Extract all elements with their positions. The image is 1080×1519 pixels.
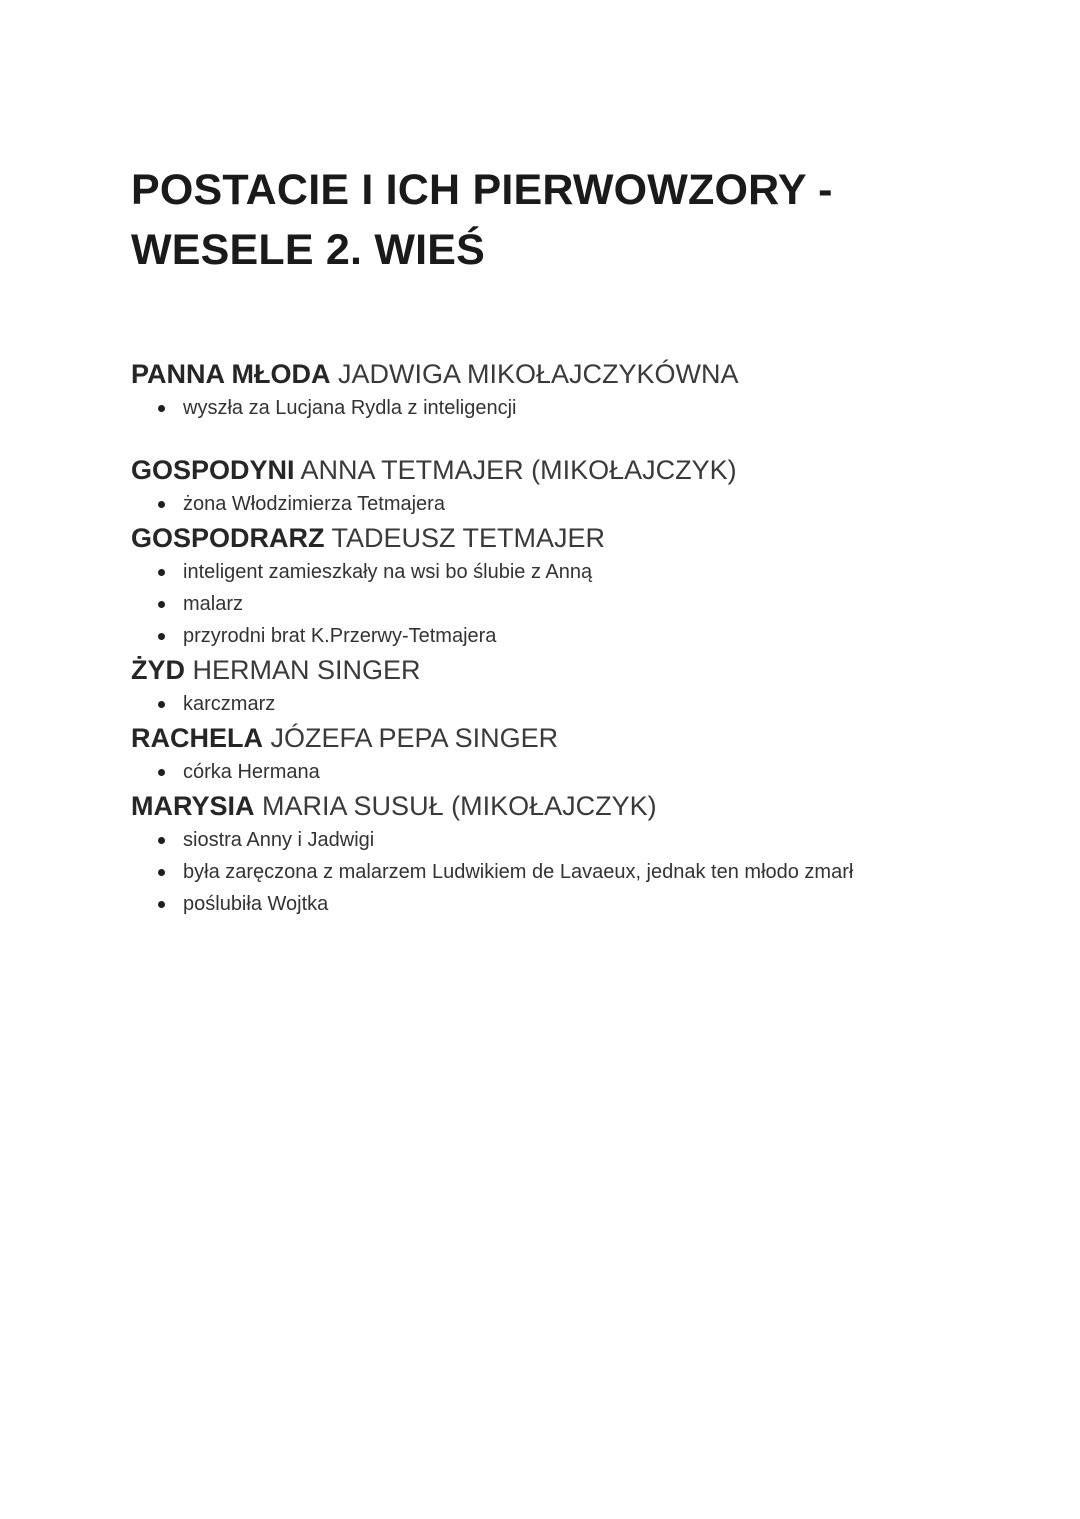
character-notes: [131, 392, 1011, 424]
bullet-icon: [158, 769, 165, 776]
character-role: PANNA MŁODA: [131, 359, 331, 389]
list-item: [131, 556, 1011, 588]
list-item: [131, 392, 1011, 424]
character-notes: [131, 756, 1011, 788]
character-heading: [131, 452, 1011, 488]
bullet-icon: [158, 901, 165, 908]
character-entry: [131, 520, 1011, 652]
character-prototype: ANNA TETMAJER (MIKOŁAJCZYK): [300, 455, 737, 485]
list-item: [131, 688, 1011, 720]
character-role: GOSPODYNI: [131, 455, 295, 485]
character-entry: [131, 356, 1011, 424]
character-entry: [131, 652, 1011, 720]
bullet-icon: [158, 569, 165, 576]
bullet-icon: [158, 501, 165, 508]
character-heading: [131, 720, 1011, 756]
bullet-icon: [158, 601, 165, 608]
character-role: MARYSIA: [131, 791, 255, 821]
bullet-icon: [158, 405, 165, 412]
character-entry: [131, 452, 1011, 520]
note-text: wyszła za Lucjana Rydla z inteligencji: [183, 397, 517, 419]
list-item: [131, 488, 1011, 520]
page-title-line-1: POSTACIE I ICH PIERWOWZORY -: [131, 166, 833, 214]
note-text: malarz: [183, 593, 244, 615]
note-text: poślubiła Wojtka: [183, 893, 329, 915]
character-heading: [131, 652, 1011, 688]
character-prototype: JADWIGA MIKOŁAJCZYKÓWNA: [338, 359, 739, 389]
note-text: córka Hermana: [183, 761, 320, 783]
character-role: GOSPODRARZ: [131, 523, 325, 553]
note-text: inteligent zamieszkały na wsi bo ślubie z Anną: [183, 561, 593, 583]
list-item: [131, 888, 1011, 920]
page-title-line-2: WESELE 2. WIEŚ: [131, 226, 486, 274]
character-prototype: JÓZEFA PEPA SINGER: [270, 723, 559, 753]
list-item: [131, 756, 1011, 788]
note-text: karczmarz: [183, 693, 276, 715]
bullet-icon: [158, 633, 165, 640]
character-role: ŻYD: [131, 655, 185, 685]
list-item: [131, 824, 1011, 856]
character-prototype: HERMAN SINGER: [192, 655, 421, 685]
character-notes: [131, 824, 1011, 920]
list-item: [131, 620, 1011, 652]
character-heading: [131, 520, 1011, 556]
character-entry: [131, 720, 1011, 788]
character-entry: [131, 788, 1011, 920]
character-role: RACHELA: [131, 723, 263, 753]
document-page: [131, 160, 1011, 920]
bullet-icon: [158, 869, 165, 876]
note-text: przyrodni brat K.Przerwy-Tetmajera: [183, 625, 497, 647]
bullet-icon: [158, 837, 165, 844]
page-title: [131, 160, 1011, 280]
character-heading: [131, 788, 1011, 824]
bullet-icon: [158, 701, 165, 708]
note-text: siostra Anny i Jadwigi: [183, 829, 375, 851]
character-prototype: MARIA SUSUŁ (MIKOŁAJCZYK): [262, 791, 657, 821]
character-list: [131, 356, 1011, 920]
character-notes: [131, 556, 1011, 652]
note-text: żona Włodzimierza Tetmajera: [183, 493, 445, 515]
character-notes: [131, 688, 1011, 720]
list-item: [131, 588, 1011, 620]
character-notes: [131, 488, 1011, 520]
character-heading: [131, 356, 1011, 392]
list-item: [131, 856, 1011, 888]
character-prototype: TADEUSZ TETMAJER: [331, 523, 606, 553]
note-text: była zaręczona z malarzem Ludwikiem de Lavaeux, jednak ten młodo zmarł: [183, 861, 854, 883]
